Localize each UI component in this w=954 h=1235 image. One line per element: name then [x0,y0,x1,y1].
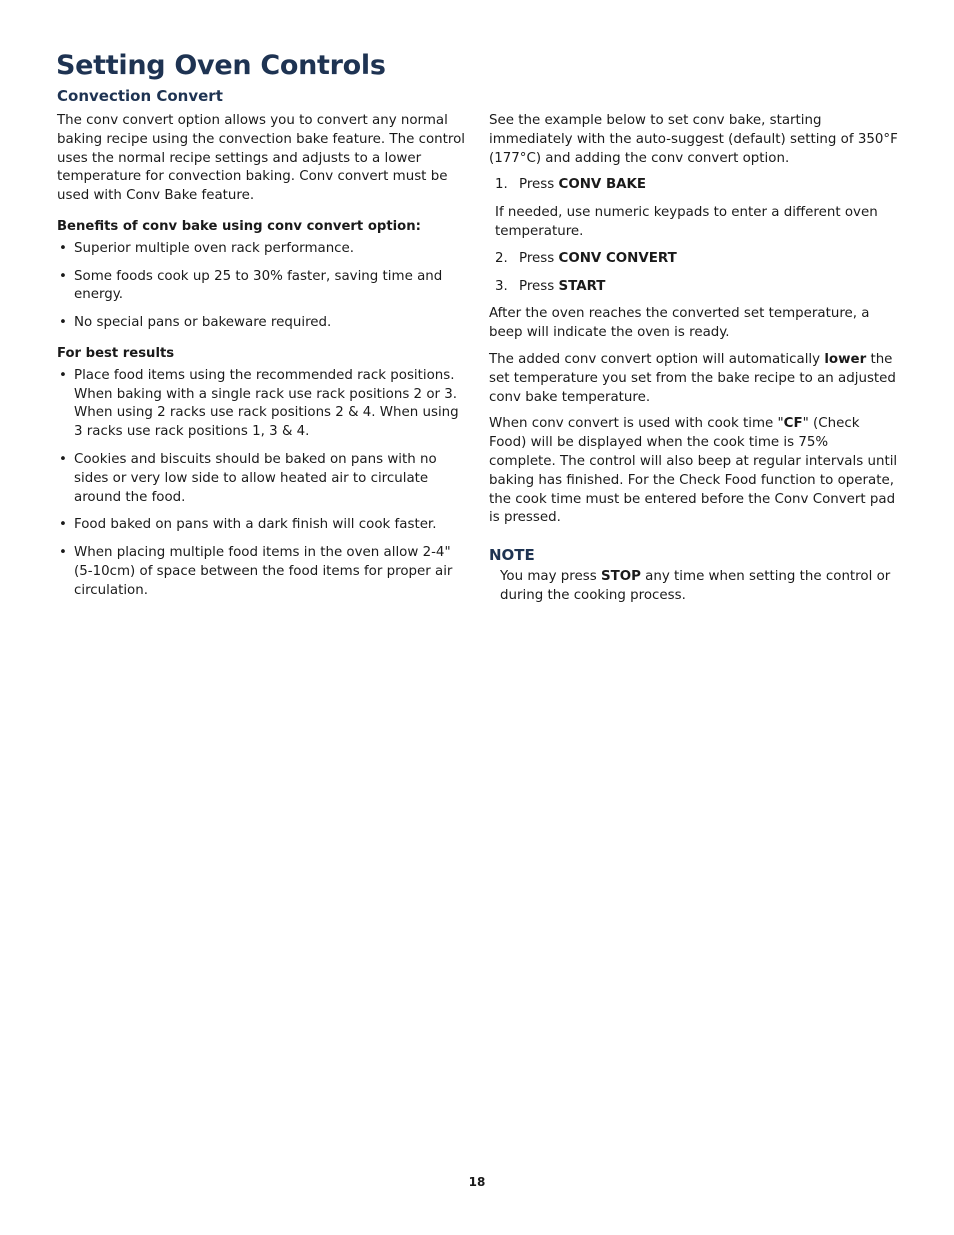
step-number: 2. [495,250,508,266]
list-item [57,516,467,535]
bullet-icon: • [59,315,67,331]
ready-paragraph: After the oven reaches the converted set temperature, a beep will indicate the oven is ready. [489,306,870,341]
right-column [489,112,899,614]
list-item-text: Some foods cook up 25 to 30% faster, saving time and energy. [74,268,443,303]
list-item [57,268,467,306]
cf-text-a: When conv convert is used with cook time " [489,416,784,432]
step-text: Press [519,250,559,266]
bullet-icon: • [59,451,67,467]
check-food-paragraph [489,415,899,528]
list-item [57,451,467,507]
step-3 [495,278,899,297]
step-key: CONV BAKE [558,177,647,193]
step-number: 1. [495,177,508,193]
lower-text-c: the set temperature you set from the bake recipe to an adjusted conv bake temperature. [489,351,896,405]
lower-text-bold: lower [824,351,867,367]
best-results-heading: For best results [57,345,175,361]
intro-paragraph: The conv convert option allows you to convert any normal baking recipe using the convection bake feature. The control uses the normal recipe settings and adjusts to a lower temperature for convection baking. Conv convert must be used with Conv Bake feature. [57,113,465,204]
cf-text-bold: CF [783,416,803,432]
list-item [57,314,467,333]
left-column [57,112,467,610]
list-item [57,367,467,442]
best-results-list [57,367,467,601]
note-text-a: You may press [500,568,601,584]
note-body [500,568,899,606]
list-item-text: No special pans or bakeware required. [74,315,332,331]
benefits-list [57,240,467,333]
note-heading: NOTE [489,546,535,565]
benefits-heading: Benefits of conv bake using conv convert option: [57,218,421,234]
list-item-text: When placing multiple food items in the oven allow 2-4" (5-10cm) of space between the food items for proper air circulation. [74,545,453,598]
bullet-icon: • [59,545,67,561]
bullet-icon: • [59,367,67,383]
step-text: Press [519,177,559,193]
step-1-note: If needed, use numeric keypads to enter a different oven temperature. [495,205,878,239]
bullet-icon: • [59,268,67,284]
bullet-icon: • [59,240,67,256]
step-text: Press [519,278,559,294]
page-number: 18 [468,1175,486,1189]
step-key: CONV CONVERT [558,250,677,266]
cf-text-c: " (Check Food) will be displayed when the cook time is 75% complete. The control will also beep at regular intervals until baking has finished. For the Check Food function to operate, the cook time must be entered before the Conv Convert pad is pressed. [489,416,898,526]
example-intro: See the example below to set conv bake, starting immediately with the auto-suggest (default) setting of 350°F (177°C) and adding the conv convert option. [489,113,898,166]
note-text-c: any time when setting the control or during the cooking process. [500,568,891,603]
list-item-text: Food baked on pans with a dark finish will cook faster. [74,517,437,533]
step-2 [495,250,899,269]
note-text-bold: STOP [600,568,641,584]
step-number: 3. [495,278,508,294]
lower-paragraph [489,351,899,407]
section-subtitle: Convection Convert [57,87,223,105]
bullet-icon: • [59,517,67,533]
list-item-text: Superior multiple oven rack performance. [74,240,355,256]
list-item-text: Place food items using the recommended rack positions. When baking with a single rack use rack positions 2 or 3. When using 2 racks use rack positions 2 & 4. When using 3 racks use rack positions 1, 3 & 4. [74,367,459,440]
list-item-text: Cookies and biscuits should be baked on pans with no sides or very low side to allow heated air to circulate around the food. [74,451,437,505]
list-item [57,544,467,600]
step-key: START [558,278,606,294]
page-title: Setting Oven Controls [56,50,386,81]
lower-text-a: The added conv convert option will automatically [489,351,825,367]
list-item [57,240,467,259]
step-1 [495,176,899,195]
